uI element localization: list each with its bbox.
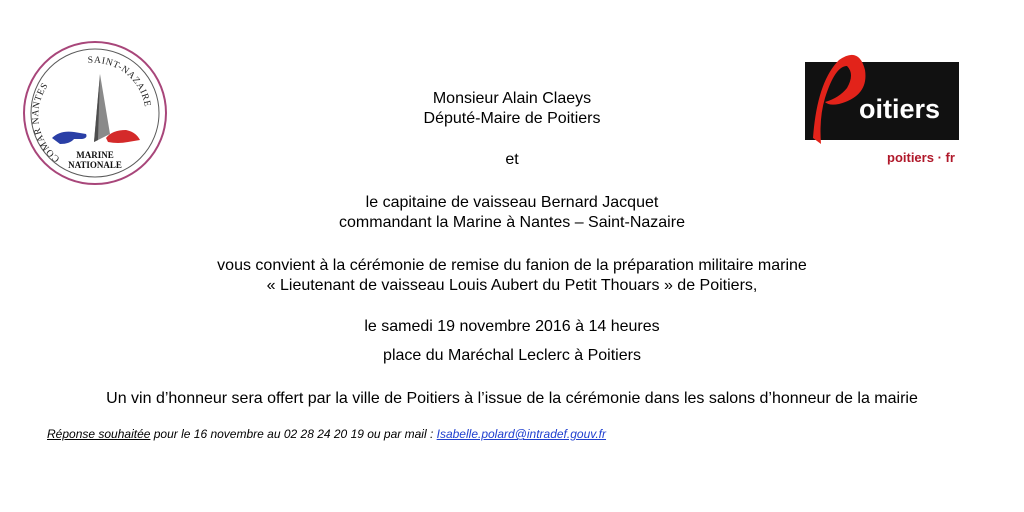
host1-name: Monsieur Alain Claeys — [432, 90, 592, 107]
rsvp-email-link[interactable]: Isabelle.polard@intradef.gouv.fr — [436, 427, 607, 441]
logo-url: poitiers · fr — [887, 150, 955, 165]
rsvp-text: pour le 16 novembre au 02 28 24 20 19 ou par mail : — [150, 427, 437, 441]
logo-ring-text-left: COMAR NANTES — [31, 81, 62, 164]
host2-title: commandant la Marine à Nantes – Saint-Nazaire — [339, 214, 685, 231]
logo-wordmark: oitiers — [859, 94, 941, 124]
logo-ring-text-right: SAINT-NAZAIRE — [87, 55, 153, 109]
invite-line-1: vous convient à la cérémonie de remise du fanion de la préparation militaire marine — [217, 257, 807, 274]
date-line: le samedi 19 novembre 2016 à 14 heures — [364, 318, 660, 335]
host1-title: Député-Maire de Poitiers — [423, 110, 601, 127]
conjunction: et — [505, 151, 519, 168]
rsvp-note — [47, 426, 606, 442]
rsvp-label: Réponse souhaitée — [47, 427, 151, 441]
host2-name: le capitaine de vaisseau Bernard Jacquet — [365, 194, 659, 211]
invite-line-2: « Lieutenant de vaisseau Louis Aubert du Petit Thouars » de Poitiers, — [266, 277, 758, 294]
logo-caption-line1: MARINE — [76, 150, 114, 160]
reception-line: Un vin d’honneur sera offert par la ville de Poitiers à l’issue de la cérémonie dans les salons d’honneur de la mairie — [106, 390, 918, 407]
place-line: place du Maréchal Leclerc à Poitiers — [383, 347, 641, 364]
logo-caption-line2: NATIONALE — [68, 160, 122, 170]
